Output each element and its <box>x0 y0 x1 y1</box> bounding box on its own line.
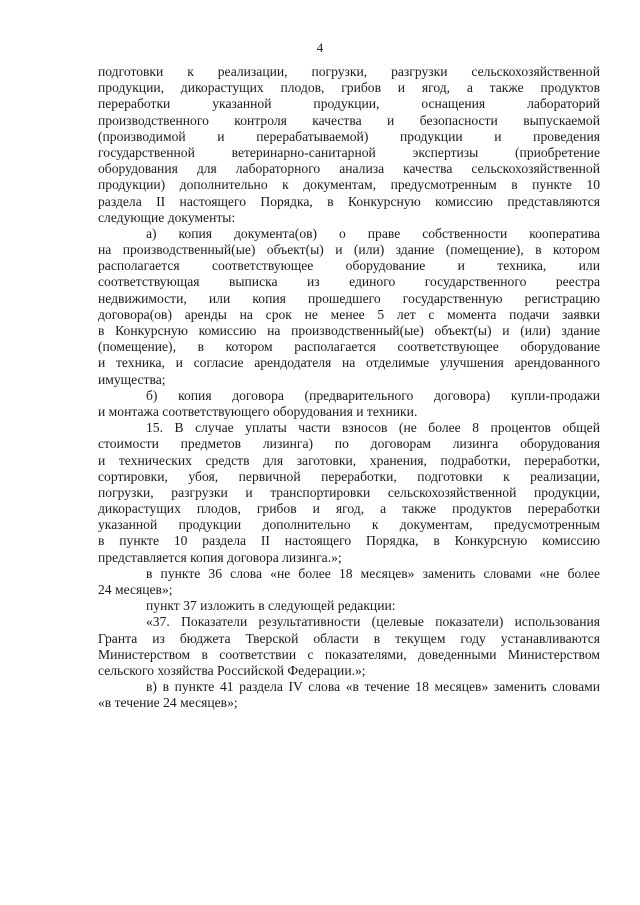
text-line: (производимой и перерабатываемой) продукции и проведения <box>98 128 600 144</box>
text-line: 24 месяцев»; <box>98 582 173 597</box>
text-line: указанной продукции дополнительно к документам, предусмотренным <box>98 517 600 533</box>
text-line: на производственный(ые) объект(ы) и (или) здание (помещение), в котором <box>98 242 600 258</box>
text-line: Министерством в соответствии с показателями, доведенными Министерством <box>98 646 600 662</box>
text-line: дикорастущих плодов, грибов и ягод, а также продуктов переработки <box>98 501 600 517</box>
text-line: а) копия документа(ов) о праве собственности кооператива <box>146 225 600 241</box>
page-number: 4 <box>316 40 324 55</box>
text-line: «37. Показатели результативности (целевые показатели) использования <box>146 614 600 630</box>
text-line: пункт 37 изложить в следующей редакции: <box>146 598 396 614</box>
text-line: в) в пункте 41 раздела IV слова «в течение 18 месяцев» заменить словами <box>146 679 600 695</box>
text-line: производственного контроля качества и безопасности выпускаемой <box>98 112 600 128</box>
text-line: в пункте 10 раздела II настоящего Порядка, в Конкурсную комиссию <box>98 533 600 549</box>
text-line: недвижимости, или копия прошедшего государственную регистрацию <box>98 290 600 306</box>
text-line: представляется копия договора лизинга.»; <box>98 549 342 565</box>
text-line: оборудования для лабораторного анализа качества сельскохозяйственной <box>98 161 600 177</box>
text-line: и монтажа соответствующего оборудования и техники. <box>98 403 418 419</box>
document-body <box>98 64 600 712</box>
text-line: продукции, дикорастущих плодов, грибов и ягод, а также продуктов <box>98 80 600 96</box>
text-line: государственной ветеринарно-санитарной экспертизы (приобретение <box>98 144 600 160</box>
text-line: (помещение), в котором располагается соответствующее оборудование <box>98 339 600 355</box>
text-line: «в течение 24 месяцев»; <box>98 695 238 711</box>
text-line: соответствующая выписка из единого государственного реестра <box>98 274 600 290</box>
text-line: имущества; <box>98 371 166 387</box>
text-line: погрузки, разгрузки и транспортировки сельскохозяйственной продукции, <box>98 484 600 500</box>
text-line: следующие документы: <box>98 209 236 225</box>
text-line: сортировки, убоя, первичной переработки, подготовки к реализации, <box>98 468 600 484</box>
text-line: раздела II настоящего Порядка, в Конкурсную комиссию представляются <box>98 193 600 209</box>
text-line: договора(ов) аренды на срок не менее 5 лет с момента подачи заявки <box>98 306 600 322</box>
text-line: и техника, и согласие арендодателя на отделимые улучшения арендованного <box>98 355 600 371</box>
text-line: продукции) дополнительно к документам, предусмотренным в пункте 10 <box>98 177 600 193</box>
text-line: в Конкурсную комиссию на производственный(ые) объект(ы) и (или) здание <box>98 323 600 338</box>
text-line: располагается соответствующее оборудование и техника, или <box>98 258 600 274</box>
text-line: Гранта из бюджета Тверской области в текущем году устанавливаются <box>98 630 600 646</box>
text-line: переработки указанной продукции, оснащения лабораторий <box>98 96 600 112</box>
text-line: подготовки к реализации, погрузки, разгрузки сельскохозяйственной <box>98 64 600 79</box>
text-line: б) копия договора (предварительного договора) купли-продажи <box>146 387 600 403</box>
text-line: и технических средств для заготовки, хранения, подработки, переработки, <box>98 452 600 468</box>
text-line: сельского хозяйства Российской Федерации.»; <box>98 662 366 678</box>
text-line: 15. В случае уплаты части взносов (не более 8 процентов общей <box>146 420 600 436</box>
text-line: стоимости предметов лизинга) по договорам лизинга оборудования <box>98 436 600 452</box>
text-line: в пункте 36 слова «не более 18 месяцев» заменить словами «не более <box>146 565 600 581</box>
